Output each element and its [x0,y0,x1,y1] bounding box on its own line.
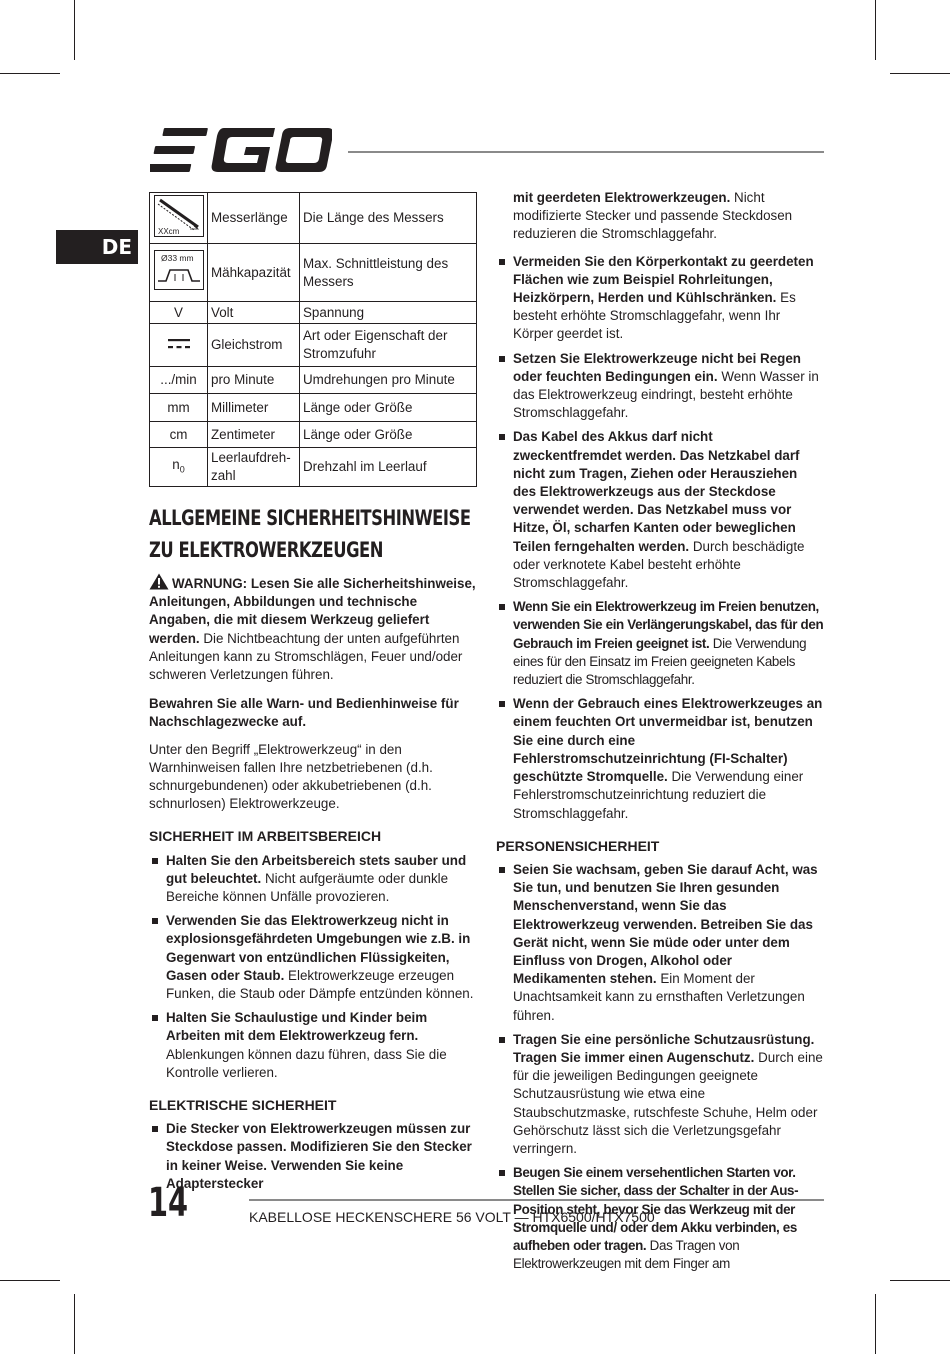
bullet-icon [499,434,505,440]
item-bold: Halten Sie Schaulustige und Kinder beim Arbeiten mit dem Elektrowerkzeug fern. [166,1010,428,1044]
table-row [150,422,477,448]
footer-title: KABELLOSE HECKENSCHERE 56 VOLT — HTX6500/HTX7500 [249,1209,655,1225]
definition-text: Unter den Begriff „Elektrowerkzeug“ in den Warnhinweisen fallen Ihre netzbetriebenen (d.h. schnurgebundenen) oder akkubetriebenen (d.h. schnurlosen) Elektrowerkzeuge. [149,741,433,812]
item-bold: Das Kabel des Akkus darf nicht zweckentfremdet werden. Das Netzkabel darf nicht zum Tragen, Ziehen oder Herausziehen des Elektrowerkzeugs aus der Steckdose verwendet werden. Das Netzkabel muss vor Hitze, Öl, scharfen Kanten oder beweglichen Teilen ferngehalten werden. [513,429,800,554]
bullet-icon [499,867,505,873]
list-item [149,912,477,1003]
list-item [496,861,824,1025]
crop-mark [74,1294,75,1354]
item-bold: Wenn Sie ein Elektrowerkzeug im Freien benutzen, verwenden Sie ein Verlängerungskabel, das für den Gebrauch im Freien geeignet ist. [513,599,824,651]
symbol-description: Spannung [300,302,477,324]
item-text: Durch eine für die jeweiligen Bedingungen geeignete Schutzausrüstung wie etwa eine Staubschutzmaske, rutschfeste Schuhe, Helm oder Gehörschutz lässt sich die Verletzungsgefahr verringern. [513,1049,823,1156]
electrical-list-start [149,1120,477,1193]
item-bold: mit geerdeten Elektrowerkzeugen. [513,190,731,205]
table-row [150,302,477,324]
bullet-icon [499,604,505,610]
table-row [150,244,477,302]
list-item [149,1120,477,1193]
bullet-icon [499,259,505,265]
list-item [496,598,824,689]
symbol-n0: n [172,456,180,472]
list-item [496,428,824,592]
item-bold: Die Stecker von Elektrowerkzeugen müssen zur Steckdose passen. Modifizieren Sie den Stecker in keiner Weise. Verwenden Sie keine Adapterstecker [166,1121,472,1191]
symbol-description: Länge oder Größe [300,422,477,448]
bullet-icon [499,1037,505,1043]
symbol-description: Art oder Eigenschaft der Stromzufuhr [300,324,477,367]
ego-logo [150,128,332,172]
cutting-capacity-icon [154,250,204,290]
symbol-volt: V [150,302,208,324]
crop-mark [890,1280,950,1281]
blade-length-caption: XXcm [157,226,179,236]
symbol-cm: cm [150,422,208,448]
list-item [149,852,477,907]
symbol-table [149,192,477,487]
crop-mark [890,73,950,74]
item-text: Es besteht erhöhte Stromschlaggefahr, wenn Ihr Körper geerdet ist. [513,290,796,342]
direct-current-icon [167,336,191,350]
item-text: Ablenkungen können dazu führen, dass Sie die Kontrolle verlieren. [166,1046,447,1080]
right-column [496,189,824,1279]
cutting-capacity-caption: Ø33 mm [160,253,194,263]
symbol-description: Umdrehungen pro Minute [300,367,477,394]
bullet-icon [499,1170,505,1176]
item-text: Das Tragen von Elektrowerkzeugen mit dem Finger am [513,1237,740,1272]
symbol-name: Leerlaufdreh-zahl [208,448,300,487]
warning-paragraph [149,573,477,684]
item-text: Durch beschädigte oder verknotete Kabel besteht erhöhte Stromschlaggefahr. [513,538,805,591]
bullet-icon [499,701,505,707]
list-item [496,350,824,423]
bullet-icon [152,1015,158,1021]
crop-mark [875,1294,876,1354]
item-text: Die Verwendung einer Fehlerstromschutzeinrichtung reduziert die Stromschlaggefahr. [513,769,804,821]
crop-mark [0,1280,60,1281]
symbol-name: Volt [208,302,300,324]
symbol-per-minute: .../min [150,367,208,394]
symbol-description: Die Länge des Messers [300,193,477,244]
left-column [149,502,477,1199]
bullet-icon [152,918,158,924]
bullet-icon [499,356,505,362]
item-bold: Tragen Sie eine persönliche Schutzausrüstung. Tragen Sie immer einen Augenschutz. [513,1031,815,1065]
item-bold: Seien Sie wachsam, geben Sie darauf Acht, was Sie tun, und benutzen Sie Ihren gesunden Menschenverstand, wenn Sie das Elektrowerkzeug verwenden. Betreiben Sie das Gerät nicht, wenn Sie müde oder unter dem Einfluss von Drogen, Alkohol oder Medikamenten stehen. [513,861,818,987]
bullet-icon [152,858,158,864]
symbol-name: Zentimeter [208,422,300,448]
symbol-mm: mm [150,394,208,422]
table-row [150,394,477,422]
symbol-name: Messerlänge [208,193,300,244]
item-bold: Verwenden Sie das Elektrowerkzeug nicht in explosionsgefährdeten Umgebungen wie z.B. in Gegenwart von entzündlichen Flüssigkeiten, Gasen oder Staub. [166,913,471,983]
general-safety-heading: ALLGEMEINE SICHERHEITSHINWEISE ZU ELEKTROWERKZEUGEN [149,506,471,562]
list-item [149,1009,477,1082]
table-row [150,193,477,244]
list-item [496,1031,824,1158]
symbol-name: pro Minute [208,367,300,394]
item-bold: Beugen Sie einem versehentlichen Starten vor. Stellen Sie sicher, dass der Schalter in der Aus-Position steht, bevor Sie das Werkzeug mit der Stromquelle und/ oder dem Akku verbinden, es aufheben oder tragen. [513,1165,799,1253]
electrical-list [496,253,824,823]
crop-mark [875,0,876,60]
item-text: Ein Moment der Unachtsamkeit kann zu ernsthaften Verletzungen führen. [513,971,805,1023]
personal-safety-heading: PERSONENSICHERHEIT [496,837,660,854]
item-text: Nicht modifizierte Stecker und passende Steckdosen reduzieren die Stromschlaggefahr. [513,190,793,242]
item-text: Nicht aufgeräumte oder dunkle Bereiche können Unfälle provozieren. [166,870,449,905]
header-rule [348,151,824,153]
item-bold: Setzen Sie Elektrowerkzeuge nicht bei Regen oder feuchten Bedingungen ein. [513,350,801,384]
warning-bold: Lesen Sie alle Sicherheitshinweise, Anleitungen, Abbildungen und technische Angaben, die mit diesem Werkzeug geliefert werden. [149,576,476,646]
warning-triangle-icon [149,573,169,590]
symbol-description: Drehzahl im Leerlauf [300,448,477,487]
table-row [150,367,477,394]
symbol-name: Gleichstrom [208,324,300,367]
list-item [496,695,824,822]
item-bold: Halten Sie den Arbeitsbereich stets sauber und gut beleuchtet. [166,852,467,886]
symbol-n0-subscript: 0 [179,464,185,475]
item-bold: Wenn der Gebrauch eines Elektrowerkzeuges an einem feuchten Ort unvermeidbar ist, benutzen Sie eine durch eine Fehlerstromschutzeinrichtung (FI-Schalter) geschützte Stromquelle. [513,696,823,785]
symbol-description: Länge oder Größe [300,394,477,422]
bullet-icon [152,1126,158,1132]
table-row [150,448,477,487]
keep-instructions: Bewahren Sie alle Warn- und Bedienhinweise für Nachschlagezwecke auf. [149,696,459,730]
language-tab: DE [56,230,138,264]
work-area-heading: SICHERHEIT IM ARBEITSBEREICH [149,828,382,845]
crop-mark [0,73,60,74]
symbol-name: Mähkapazität [208,244,300,302]
item-text: Die Verwendung eines für den Einsatz im Freien geeigneten Kabels reduziert die Stromschlaggefahr. [513,635,807,688]
symbol-description: Max. Schnittleistung des Messers [300,244,477,302]
item-bold: Vermeiden Sie den Körperkontakt zu geerdeten Flächen wie zum Beispiel Rohrleitungen, Heizkörpern, Herden und Kühlschränken. [513,253,814,306]
item-text: Elektrowerkzeuge erzeugen Funken, die Staub oder Dämpfe entzünden können. [166,967,474,1002]
work-area-list [149,852,477,1082]
blade-length-icon [154,195,204,237]
electrical-heading: ELEKTRISCHE SICHERHEIT [149,1097,337,1114]
footer-rule [249,1199,824,1201]
item-text: Wenn Wasser in das Elektrowerkzeug eindringt, besteht erhöhte Stromschlaggefahr. [513,368,819,421]
page-number: 14 [148,1180,189,1226]
symbol-name: Millimeter [208,394,300,422]
warning-text: Die Nichtbeachtung der unten aufgeführten Anleitungen kann zu Stromschlägen, Feuer und/oder schweren Verletzungen führen. [149,630,463,683]
table-row [150,324,477,367]
crop-mark [74,0,75,60]
list-item [496,253,824,344]
warning-label: WARNUNG: [172,576,248,591]
